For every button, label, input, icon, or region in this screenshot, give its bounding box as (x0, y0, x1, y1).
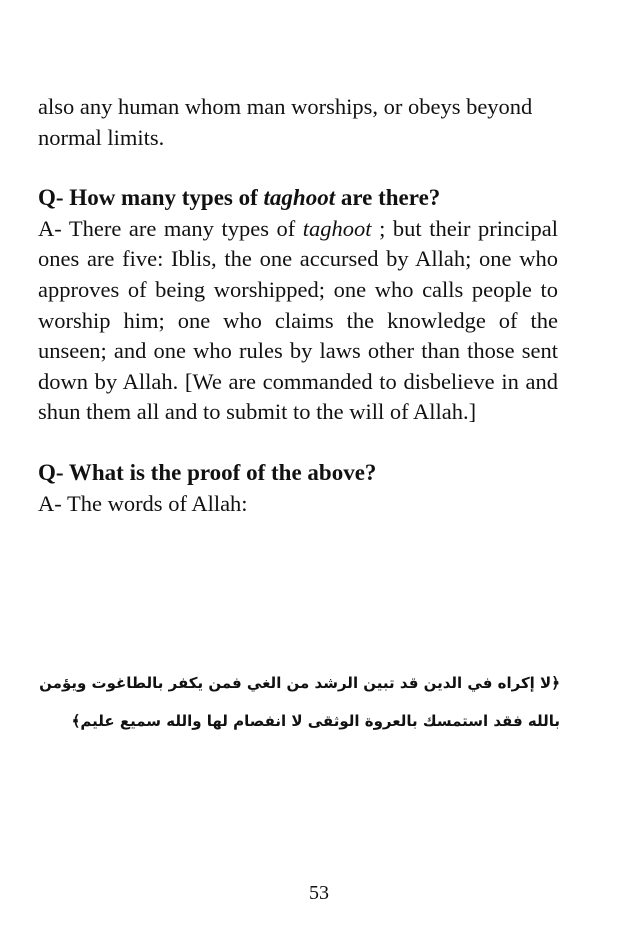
quran-verse (34, 664, 560, 740)
quran-verse-line-1: ﴿لا إكراه في الدين قد تبين الرشد من الغي فمن يكفر بالطاغوت ويؤمن (39, 674, 560, 692)
answer-types-term: taghoot (302, 215, 372, 241)
paragraph-continuation: also any human whom man worships, or obeys beyond normal limits. (38, 94, 533, 150)
answer-types-post: ; but their principal ones are five: Iblis, the one accursed by Allah; one who approves of being worshipped; one who calls people to worship him; one who claims the knowledge of the unseen; and one who rules by laws other than those sent down by Allah. [We are commanded to disbelieve in and shun them all and to submit to the will of Allah.] (38, 215, 558, 425)
answer-proof: A- The words of Allah: (38, 490, 248, 516)
answer-types (38, 214, 558, 428)
page-number: 53 (309, 882, 329, 904)
question-types (38, 183, 558, 214)
quran-verse-line-2: بالله فقد استمسك بالعروة الوثقى لا انفصام لها والله سميع عليم﴾ (71, 712, 560, 730)
question-types-pre: Q- How many types of (38, 185, 264, 211)
answer-types-pre: A- There are many types of (38, 215, 303, 241)
page-body (38, 92, 558, 519)
question-types-post: are there? (335, 185, 441, 211)
question-proof: Q- What is the proof of the above? (38, 459, 377, 485)
question-types-term: taghoot (263, 185, 336, 211)
